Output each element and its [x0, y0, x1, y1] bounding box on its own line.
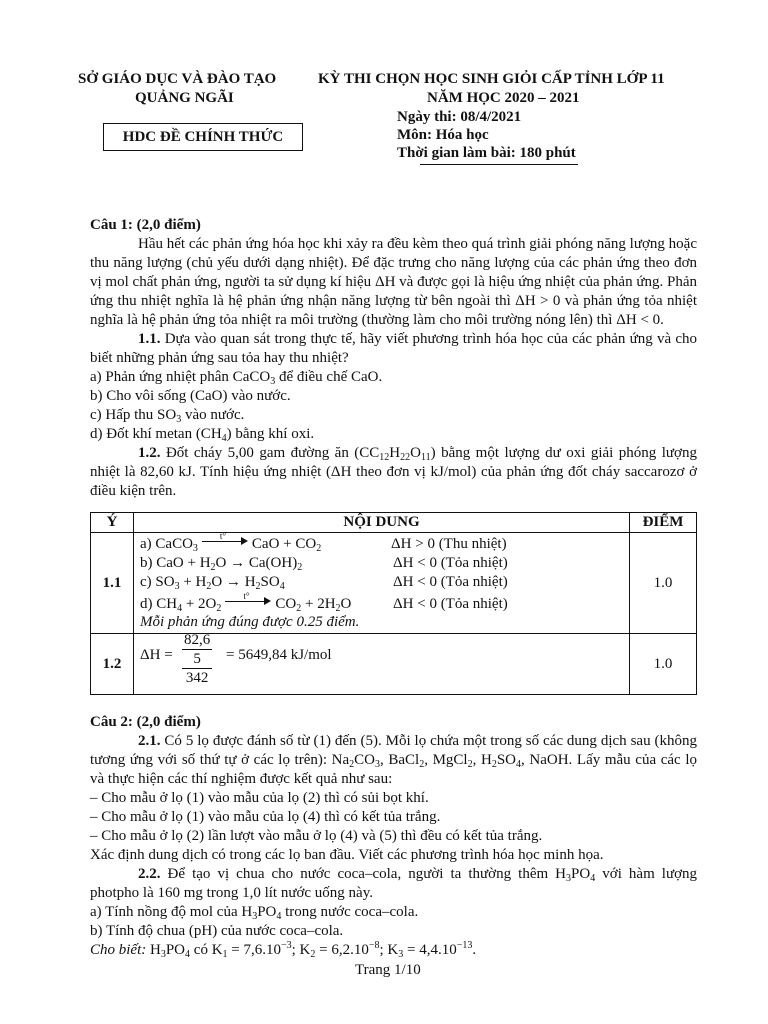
q2-item-a: a) Tính nồng độ mol của $H_3PO_4$ trong nước coca–cola. [90, 904, 419, 922]
exam-date: Ngày thi: 08/4/2021 [397, 109, 522, 125]
dept-name: SỞ GIÁO DỤC VÀ ĐÀO TẠO [78, 71, 277, 87]
q1-item-c-pre: c) Hấp thu SO [90, 407, 177, 423]
q1-item-d: d) Đốt khí metan $(CH_4)$ bằng khí oxi. [90, 426, 315, 444]
col-header-score: ĐIỂM [630, 513, 697, 533]
row-1-2-id: 1.2 [91, 634, 134, 695]
scoring-note: Mỗi phản ứng đúng được 0.25 điểm. [140, 614, 360, 630]
answer-table [90, 512, 697, 695]
q2-item-b: b) Tính độ chua (pH) của nước coca–cola. [90, 923, 344, 939]
equation-a: a) CaCO$_3$ t° CaO + $CO_2$ [140, 535, 321, 554]
q2-line-1: – Cho mẫu ở lọ (1) vào mẫu của lọ (2) thì có sủi bọt khí. [90, 790, 429, 806]
official-answer-box: HDC ĐỀ CHÍNH THỨC [103, 123, 303, 151]
q1-item-c-post: vào nước. [181, 407, 245, 423]
q2-part2-post: với hàm lượng photpho là 160 mg trong 1,0 lít nước uống này. [90, 866, 698, 901]
q2-part1-text: Có 5 lọ được đánh số từ (1) đến (5). Mỗi lọ chứa một trong số các dung dịch sau (không tương ứng với số thứ tự ở các lọ trên): Na [90, 733, 697, 768]
q1-item-b: b) Cho vôi sống (CaO) vào nước. [90, 388, 291, 404]
page-number: Trang 1/10 [355, 962, 421, 978]
equation-b-pre: b) CaO + H [140, 555, 211, 571]
equation-c-pre: c) SO [140, 574, 175, 590]
q2-title: Câu 2: (2,0 điểm) [90, 714, 201, 730]
province-name: QUẢNG NGÃI [135, 90, 234, 106]
q2-part1-label: 2.1. [138, 733, 161, 749]
table-row-1-1 [91, 533, 697, 634]
q2-item-a-pre: a) Tính nồng độ mol của H [90, 904, 253, 920]
q1-part2-label: 1.2. [138, 445, 161, 461]
heat-arrow-icon [202, 531, 248, 546]
q1-title: Câu 1: (2,0 điểm) [90, 217, 201, 233]
q2-body [90, 732, 697, 960]
frac-denominator: 342 [185, 670, 209, 686]
school-year: NĂM HỌC 2020 – 2021 [427, 90, 580, 106]
equation-d: d) $CH_4 + 2O_2$ t° $CO_2 + 2H_2O$ [140, 595, 351, 614]
q1-item-d-post: ) bằng khí oxi. [226, 426, 315, 442]
exam-duration: Thời gian làm bài: 180 phút [397, 145, 576, 161]
q1-part1 [90, 330, 697, 368]
q2-line-3: – Cho mẫu ở lọ (2) lần lượt vào mẫu ở lọ (4) và (5) thì đều có kết tủa trắng. [90, 828, 543, 844]
q1-part2-pre: Đốt cháy 5,00 gam đường ăn (C [160, 445, 370, 461]
q1-part2-post: ) bằng một lượng dư oxi giải phóng lượng nhiệt là 82,60 kJ. Tính hiệu ứng nhiệt (ΔH theo đơn vị kJ/mol) của phản ứng đốt cháy saccarozơ ở điều kiện trên. [90, 445, 697, 499]
equation-c-dh: ΔH < 0 (Tỏa nhiệt) [393, 574, 508, 590]
header-divider [420, 164, 578, 165]
row-1-1-id: 1.1 [91, 533, 134, 634]
q1-item-a: a) Phản ứng nhiệt phân CaCO$_3$ để điều chế CaO. [90, 369, 383, 387]
q2-line-2: – Cho mẫu ở lọ (1) vào mẫu của lọ (4) thì có kết tủa trắng. [90, 809, 441, 825]
q2-line-4: Xác định dung dịch có trong các lọ ban đầu. Viết các phương trình hóa học minh họa. [90, 847, 604, 863]
exam-subject: Môn: Hóa học [397, 127, 489, 143]
q1-item-d-pre: d) Đốt khí metan (CH [90, 426, 222, 442]
q2-part2-pre: Để tạo vị chua cho nước coca–cola, người ta thường thêm H [160, 866, 567, 882]
q1-intro [90, 235, 697, 501]
table-row-1-2 [91, 634, 697, 695]
dh-fraction [182, 631, 212, 687]
dh-lhs: ΔH = [140, 647, 173, 663]
q1-item-a-post: để điều chế CaO. [275, 369, 383, 385]
q2-given: Cho biết: $H_3PO_4$ có $K_1 = 7,6.10^{-3}$; $K_2 = 6,2.10^{-8}$; $K_3 = 4,4.10^{-13}$. [90, 940, 477, 960]
q1-item-a-pre: a) Phản ứng nhiệt phân CaCO [90, 369, 271, 385]
q1-intro-text: Hầu hết các phản ứng hóa học khi xảy ra đều kèm theo quá trình giải phóng năng lượng hoặc thu năng lượng (chủ yếu dưới dạng nhiệt). Để đặc trưng cho năng lượng của các phản ứng theo đơn vị mol chất phản ứng, người ta sử dụng kí hiệu ΔH và được gọi là hiệu ứng nhiệt của phản ứng. Phản ứng thu nhiệt nghĩa là hệ phản ứng nhận năng lượng từ bên ngoài thì ΔH > 0 và phản ứng tỏa nhiệt nghĩa là hệ phản ứng tỏa nhiệt ra môi trường (thường làm cho môi trường nóng lên) thì ΔH < 0. [90, 236, 697, 328]
equation-c: c) $SO_3 + H_2O \to H_2SO_4$ [140, 574, 285, 592]
q1-part1-label: 1.1. [138, 331, 161, 347]
col-header-content: NỘI DUNG [134, 513, 630, 533]
q1-item-c: c) Hấp thu $SO_3$ vào nước. [90, 407, 245, 425]
q1-part2: 1.2. Đốt cháy 5,00 gam đường ăn $(CC_{12}H_{22}O_{11})$ bằng một lượng dư oxi giải phóng lượng nhiệt là 82,60 kJ. Tính hiệu ứng nhiệt (ΔH theo đơn vị kJ/mol) của phản ứng đốt cháy saccarozơ ở điều kiện trên. [90, 445, 697, 499]
equation-b: b) CaO + $H_2O \to Ca(OH)_2$ [140, 555, 303, 573]
q2-given-label: Cho biết: [90, 942, 147, 958]
equation-d-dh: ΔH < 0 (Tỏa nhiệt) [393, 596, 508, 612]
row-1-2-score: 1.0 [630, 634, 697, 695]
heat-label: t° [243, 591, 250, 601]
row-1-1-content [134, 533, 630, 634]
equation-b-dh: ΔH < 0 (Tỏa nhiệt) [393, 555, 508, 571]
heat-arrow-icon [225, 591, 271, 606]
q2-part2-label: 2.2. [138, 866, 161, 882]
q2-item-a-post: trong nước coca–cola. [281, 904, 419, 920]
dh-result: = 5649,84 kJ/mol [226, 647, 332, 663]
equation-a-dh: ΔH > 0 (Thu nhiệt) [391, 536, 507, 552]
heat-label: t° [219, 531, 227, 541]
exam-title: KỲ THI CHỌN HỌC SINH GIỎI CẤP TỈNH LỚP 11 [318, 71, 665, 87]
table-header-row [91, 513, 697, 533]
q2-part1: 2.1. Có 5 lọ được đánh số từ (1) đến (5). Mỗi lọ chứa một trong số các dung dịch sau (không tương ứng với số thứ tự ở các lọ trên): $Na_2CO_3$, BaCl$_2$, MgCl$_2$, $H_2SO_4$, NaOH. Lấy mẫu của các lọ và thực hiện các thí nghiệm được kết quả như sau: [90, 733, 698, 787]
col-header-y: Ý [91, 513, 134, 533]
frac-numerator: 82,6 [184, 632, 211, 648]
row-1-1-score: 1.0 [630, 533, 697, 634]
q1-part1-text: Dựa vào quan sát trong thực tế, hãy viết phương trình hóa học của các phản ứng và cho biết những phản ứng sau tỏa hay thu nhiệt? [90, 331, 697, 366]
q2-part2: 2.2. Để tạo vị chua cho nước coca–cola, người ta thường thêm $H_3PO_4$ với hàm lượng photpho là 160 mg trong 1,0 lít nước uống này. [90, 866, 698, 901]
frac-middle: 5 [182, 650, 212, 669]
row-1-2-content [134, 634, 630, 695]
